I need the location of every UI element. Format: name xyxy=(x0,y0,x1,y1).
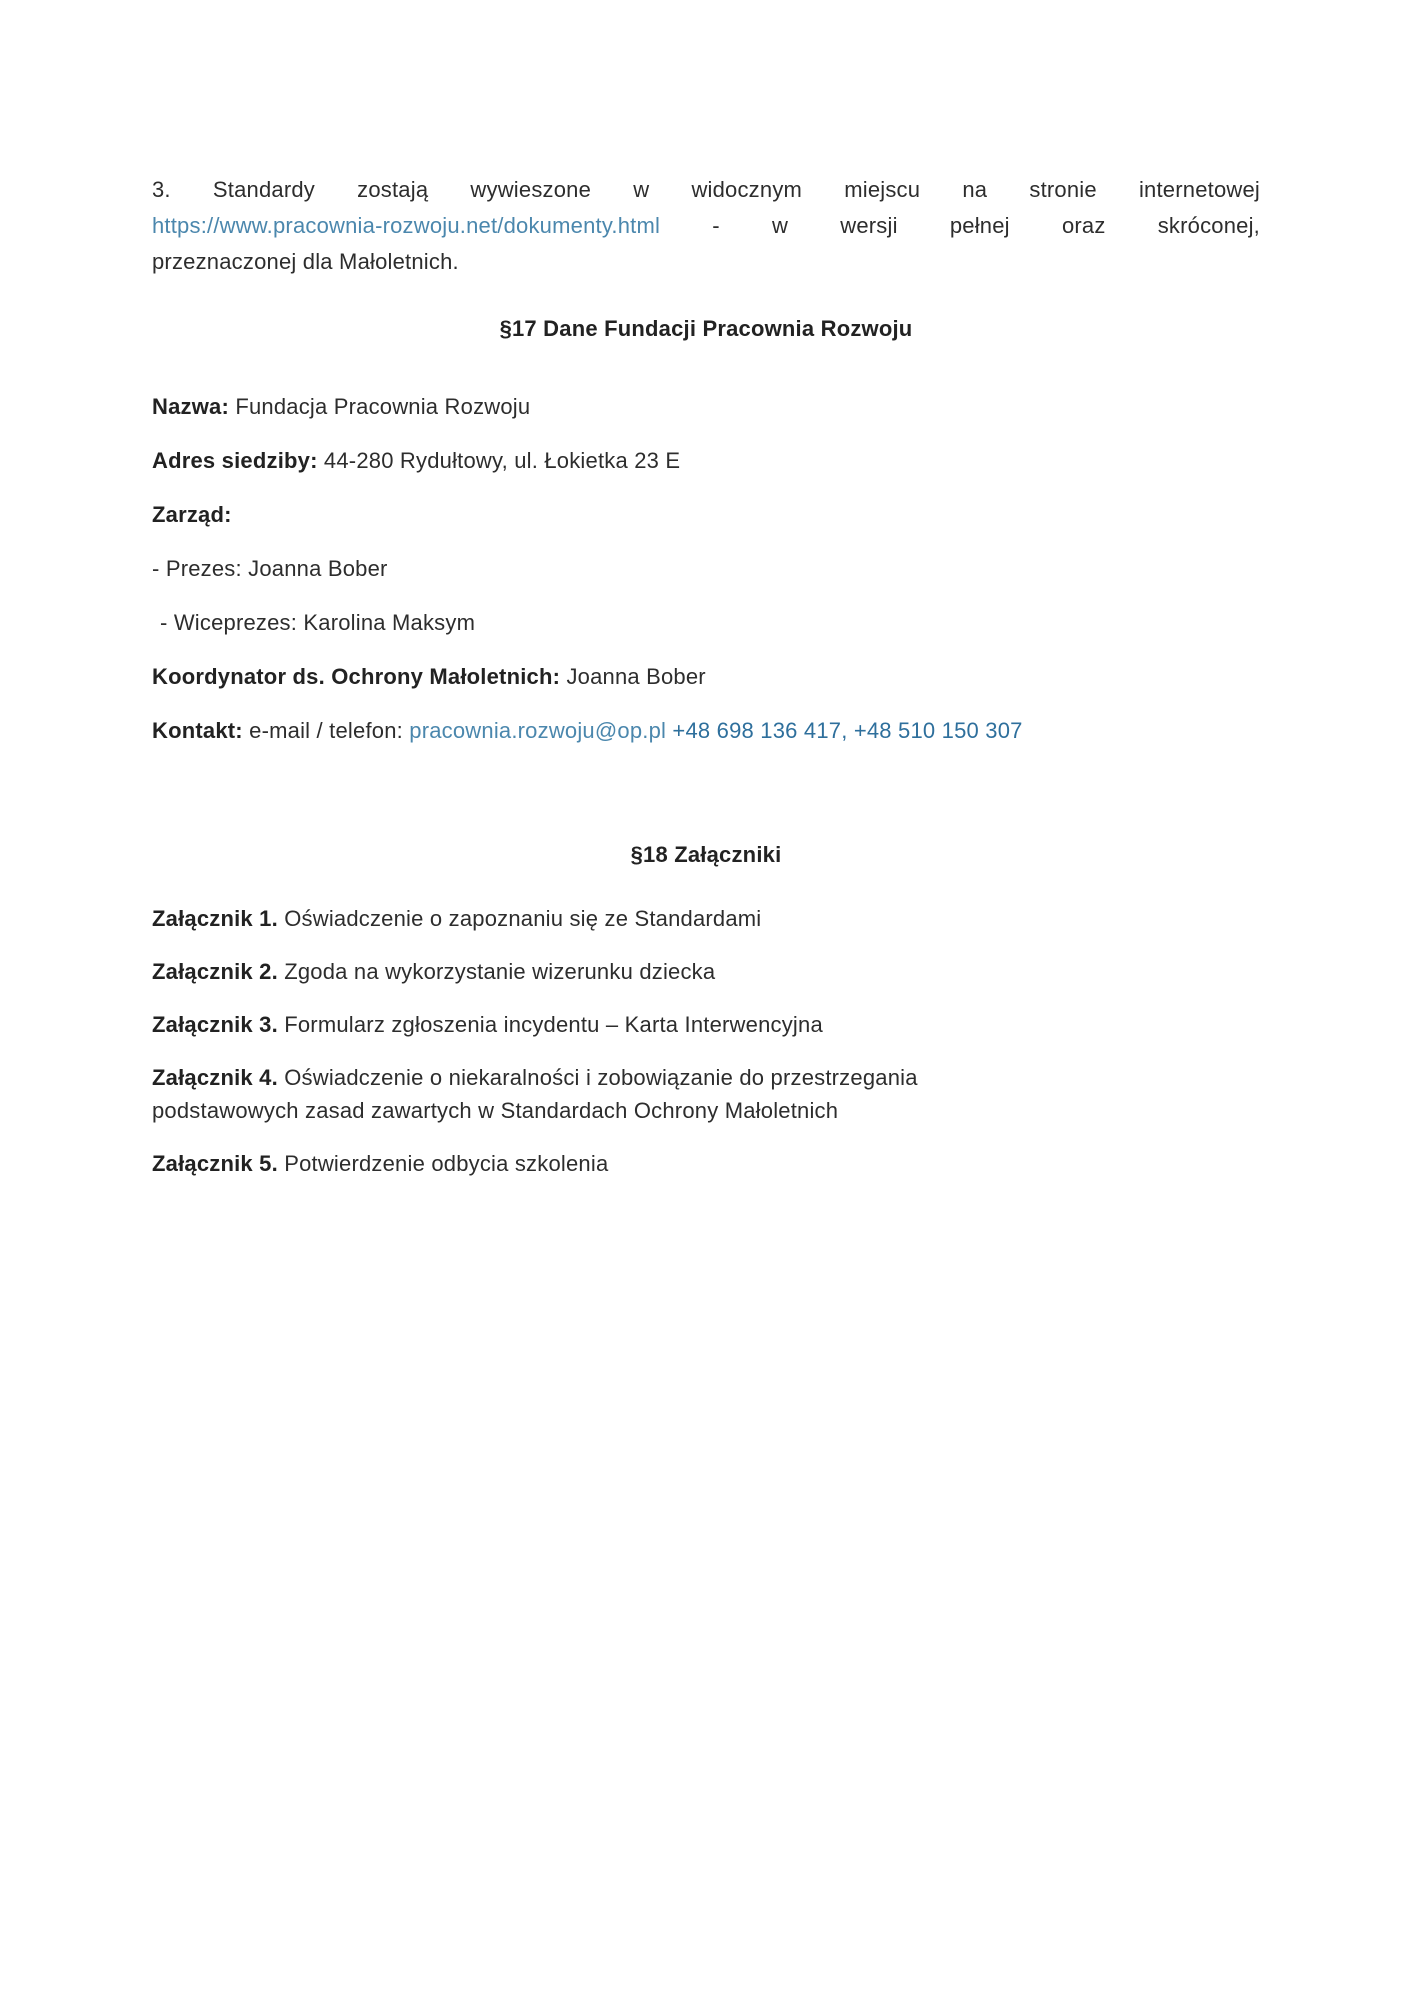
attachment-3-text: Formularz zgłoszenia incydentu – Karta Interwencyjna xyxy=(284,1012,823,1037)
field-coordinator-value: Joanna Bober xyxy=(566,664,706,689)
board-member-vice-president: - Wiceprezes: Karolina Maksym xyxy=(160,610,476,635)
field-contact-prefix: e-mail / telefon: xyxy=(249,718,403,743)
field-board-label: Zarząd: xyxy=(152,502,232,527)
section-17-heading: §17 Dane Fundacji Pracownia Rozwoju xyxy=(499,316,913,341)
attachment-3-label: Załącznik 3. xyxy=(152,1012,278,1037)
attachment-5-text: Potwierdzenie odbycia szkolenia xyxy=(284,1151,609,1176)
field-name xyxy=(152,390,1260,424)
field-contact-label: Kontakt: xyxy=(152,718,243,743)
field-coordinator-label: Koordynator ds. Ochrony Małoletnich: xyxy=(152,664,561,689)
attachment-4-label: Załącznik 4. xyxy=(152,1065,278,1090)
website-url-link[interactable]: https://www.pracownia-rozwoju.net/dokumenty.html xyxy=(152,213,661,238)
phone-numbers: +48 698 136 417, +48 510 150 307 xyxy=(672,718,1023,743)
field-address xyxy=(152,444,1260,478)
field-name-label: Nazwa: xyxy=(152,394,229,419)
field-address-label: Adres siedziby: xyxy=(152,448,318,473)
field-contact xyxy=(152,714,1260,748)
section-17-fields xyxy=(152,390,1260,748)
email-link[interactable]: pracownia.rozwoju@op.pl xyxy=(409,718,667,743)
field-name-value: Fundacja Pracownia Rozwoju xyxy=(235,394,531,419)
paragraph-3-line-2-rest: - w wersji pełnej oraz skróconej, xyxy=(712,213,1260,238)
paragraph-3 xyxy=(152,172,1260,280)
document-body xyxy=(0,172,1414,1180)
board-member-president: - Prezes: Joanna Bober xyxy=(152,556,388,581)
attachment-4-text-line-2: podstawowych zasad zawartych w Standardach Ochrony Małoletnich xyxy=(152,1098,839,1123)
attachment-1-text: Oświadczenie o zapoznaniu się ze Standardami xyxy=(284,906,762,931)
field-coordinator xyxy=(152,660,1260,694)
paragraph-3-line-3: przeznaczonej dla Małoletnich. xyxy=(152,249,459,274)
attachment-item-5 xyxy=(152,1147,1260,1180)
field-address-value: 44-280 Rydułtowy, ul. Łokietka 23 E xyxy=(323,448,681,473)
attachment-5-label: Załącznik 5. xyxy=(152,1151,278,1176)
section-18-heading: §18 Załączniki xyxy=(630,842,782,867)
attachment-item-4 xyxy=(152,1061,1260,1127)
field-board xyxy=(152,498,1260,532)
attachment-1-label: Załącznik 1. xyxy=(152,906,278,931)
paragraph-3-line-2 xyxy=(152,208,1260,244)
attachment-item-1 xyxy=(152,902,1260,935)
paragraph-3-line-1: 3. Standardy zostają wywieszone w widocznym miejscu na stronie internetowej xyxy=(152,177,1260,202)
attachment-2-label: Załącznik 2. xyxy=(152,959,278,984)
attachments-list xyxy=(152,902,1260,1180)
attachment-4-text: Oświadczenie o niekaralności i zobowiązanie do przestrzegania xyxy=(284,1065,918,1090)
attachment-item-3 xyxy=(152,1008,1260,1041)
attachment-item-2 xyxy=(152,955,1260,988)
attachment-2-text: Zgoda na wykorzystanie wizerunku dziecka xyxy=(284,959,716,984)
